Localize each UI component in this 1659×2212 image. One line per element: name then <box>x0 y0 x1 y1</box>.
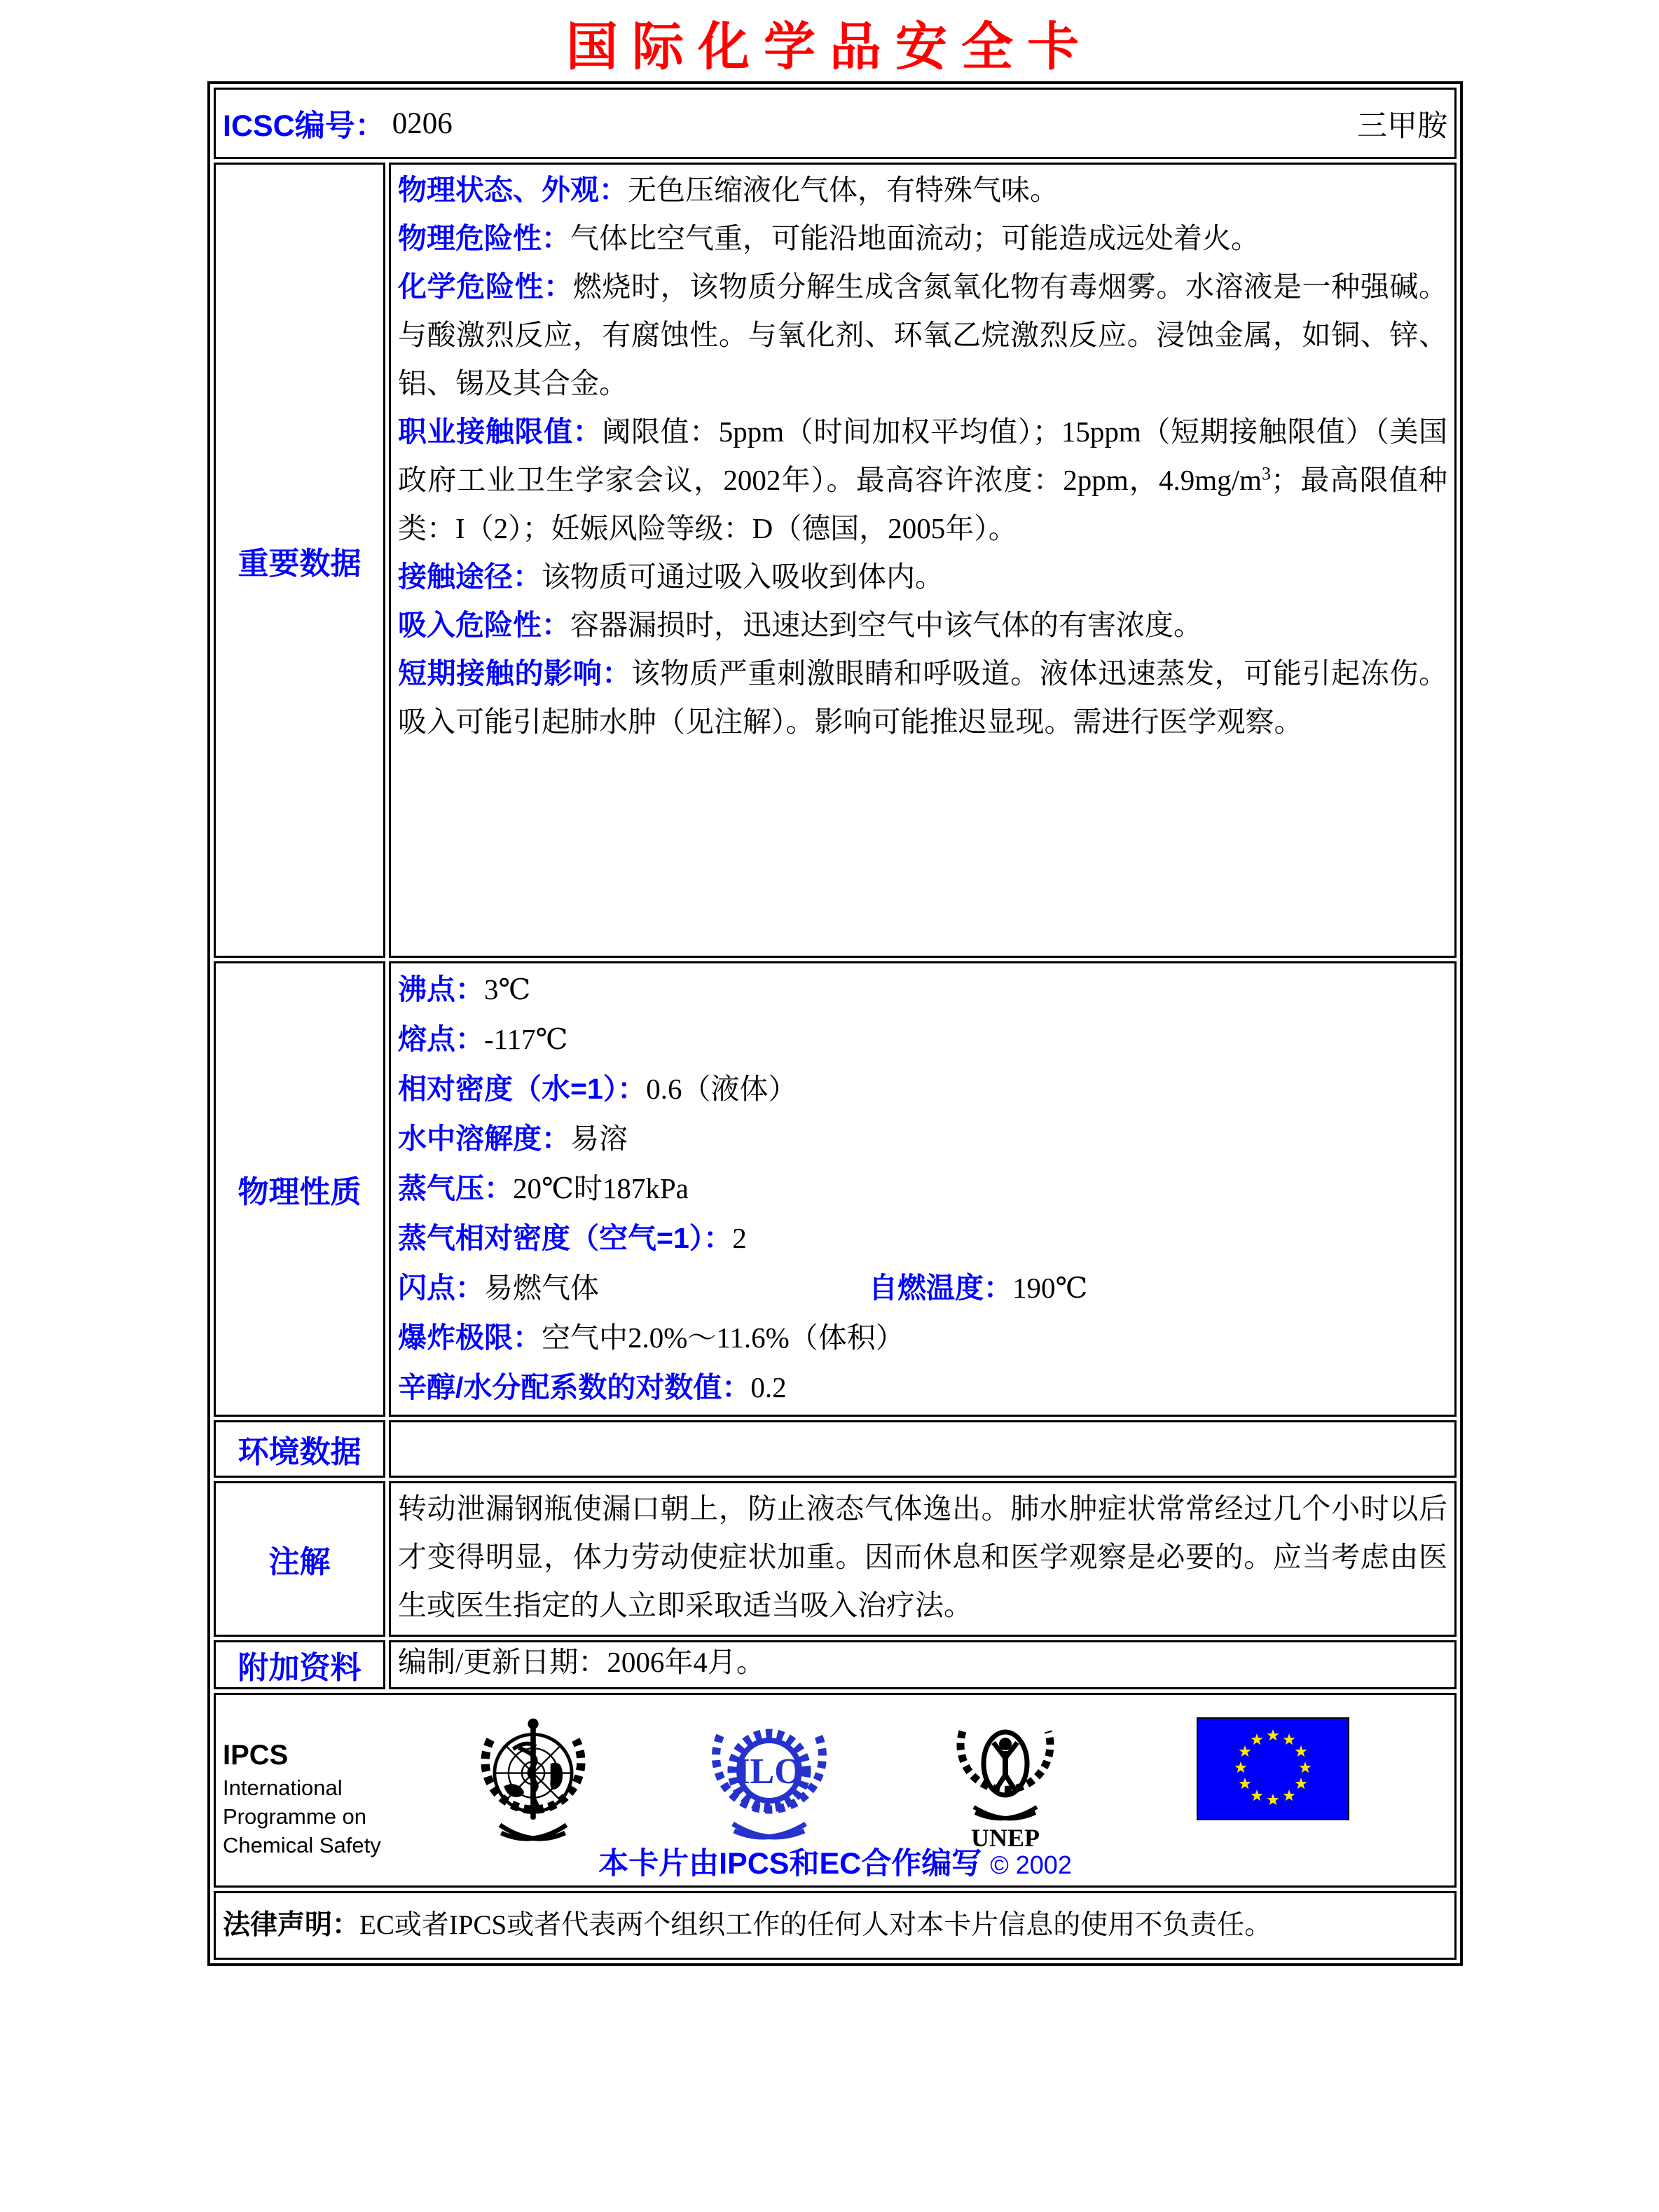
logos-cell <box>214 1693 1457 1888</box>
table-row-notes <box>214 1481 1457 1637</box>
physical-property: 沸点：3℃ <box>398 973 531 1005</box>
icsc-card-table <box>207 81 1463 1966</box>
table-row-additional-information <box>214 1640 1457 1689</box>
icsc-number-value: 0206 <box>392 107 453 140</box>
ipcs-title: IPCS <box>223 1740 289 1771</box>
row-label-physical-properties: 物理性质 <box>214 961 385 1417</box>
icsc-number-label: ICSC编号： <box>223 109 385 143</box>
important-item: 短期接触的影响：该物质严重刺激眼睛和呼吸道。液体迅速蒸发，可能引起冻伤。吸入可能引起肺水肿（见注解）。影响可能推迟显现。需进行医学观察。 <box>398 657 1447 738</box>
important-item: 物理危险性：气体比空气重，可能沿地面流动；可能造成远处着火。 <box>398 222 1260 254</box>
notes-content <box>389 1481 1457 1637</box>
physical-property: 闪点：易燃气体 自燃温度：190℃ <box>398 1263 1447 1313</box>
footer-caption <box>216 1840 1454 1883</box>
ipcs-subtitle-line: International <box>223 1775 343 1800</box>
ilo-letters: ILO <box>736 1752 803 1792</box>
notes-text: 转动泄漏钢瓶使漏口朝上，防止液态气体逸出。肺水肿症状常常经过几个小时以后才变得明显，体力劳动使症状加重。因而休息和医学观察是必要的。应当考虑由医生或医生指定的人立即采取适当吸入治疗法。 <box>398 1492 1447 1621</box>
superscript: 3 <box>1261 463 1271 484</box>
important-item: 物理状态、外观：无色压缩液化气体，有特殊气味。 <box>398 174 1059 206</box>
important-item: 职业接触限值：阈限值：5ppm（时间加权平均值）；15ppm（短期接触限值）（美国政府工业卫生学家会议，2002年）。最高容许浓度：2ppm，$4.9mg/m^3$；最高限值种类：I（2）；妊娠风险等级：D（德国，2005年）。 <box>398 415 1448 544</box>
legal-cell <box>214 1891 1457 1960</box>
important-data-content <box>389 163 1457 958</box>
ipcs-subtitle-line: Programme on <box>223 1804 367 1829</box>
legal-label: 法律声明： <box>223 1910 360 1940</box>
row-label-environmental-data: 环境数据 <box>214 1420 385 1478</box>
physical-property: 蒸气相对密度（空气=1）：2 <box>398 1222 747 1254</box>
table-row-header <box>214 88 1457 159</box>
table-row-legal <box>214 1891 1457 1960</box>
important-item: 化学危险性：燃烧时，该物质分解生成含氮氧化物有毒烟雾。水溶液是一种强碱。与酸激烈反应，有腐蚀性。与氧化剂、环氧乙烷激烈反应。浸蚀金属，如铜、锌、铝、锡及其合金。 <box>398 270 1448 399</box>
ilo-emblem-icon <box>699 1703 839 1847</box>
table-row-environmental-data <box>214 1420 1457 1478</box>
important-item: 吸入危险性：容器漏损时，迅速达到空气中该气体的有害浓度。 <box>398 609 1202 641</box>
physical-property-secondary: 自燃温度：190℃ <box>869 1272 1088 1304</box>
who-emblem-icon <box>467 1706 600 1853</box>
environmental-data-content <box>389 1420 1457 1478</box>
ipcs-subtitle-line: Chemical Safety <box>223 1833 381 1857</box>
physical-property: 水中溶解度：易溶 <box>398 1122 628 1155</box>
physical-property: 相对密度（水=1）：0.6（液体） <box>398 1073 797 1105</box>
table-row-physical-properties <box>214 961 1457 1417</box>
page-title: 国际化学品安全卡 <box>566 18 1093 76</box>
header-cell <box>214 88 1457 159</box>
eu-flag-icon <box>1197 1717 1349 1820</box>
unep-letters: UNEP <box>971 1824 1040 1852</box>
caption-text: 本卡片由IPCS和EC合作编写 <box>598 1847 982 1881</box>
chemical-name: 三甲胺 <box>1357 109 1447 143</box>
important-item: 接触途径：该物质可通过吸入吸收到体内。 <box>398 561 944 593</box>
table-row-logos <box>214 1693 1457 1888</box>
copyright-text: © 2002 <box>990 1850 1072 1879</box>
row-label-additional-information: 附加资料 <box>214 1640 385 1689</box>
row-label-notes: 注解 <box>214 1481 385 1637</box>
additional-information-content: 编制/更新日期：2006年4月。 <box>389 1640 1457 1689</box>
table-row-important-data <box>214 163 1457 958</box>
physical-properties-content <box>389 961 1457 1417</box>
physical-property: 辛醇/水分配系数的对数值：0.2 <box>398 1371 787 1403</box>
legal-text: EC或者IPCS或者代表两个组织工作的任何人对本卡片信息的使用不负责任。 <box>359 1910 1272 1940</box>
unep-emblem-icon <box>944 1702 1067 1853</box>
row-label-important-data: 重要数据 <box>214 163 385 958</box>
physical-property: 蒸气压：20℃时187kPa <box>398 1172 689 1204</box>
physical-property: 熔点：-117℃ <box>398 1023 568 1055</box>
physical-property: 爆炸极限：空气中2.0%～11.6%（体积） <box>398 1321 904 1354</box>
